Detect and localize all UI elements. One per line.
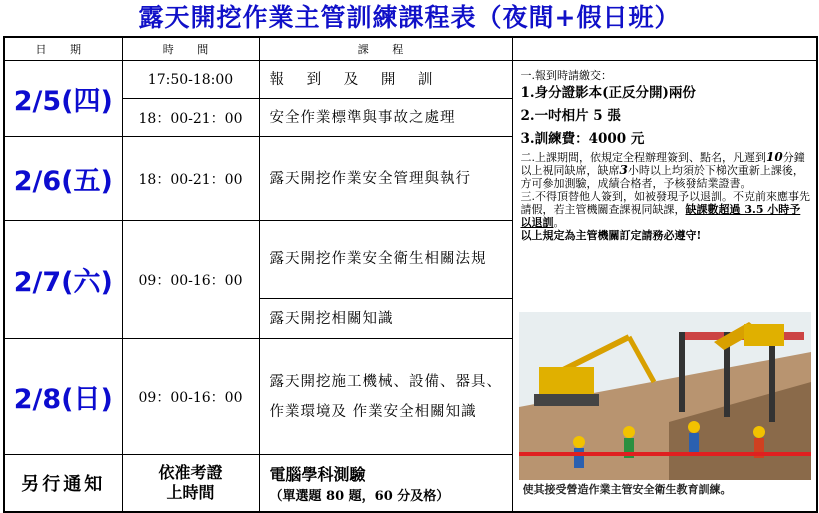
schedule-table: [3, 36, 818, 513]
notice-course: 電腦學科測驗 （單選題 80 題，60 分及格）: [259, 455, 512, 512]
session-date: 2/6(五): [4, 137, 122, 221]
session-course: 露天開挖相關知識: [259, 299, 512, 339]
session-date: 2/7(六): [4, 221, 122, 339]
header-time: 時 間: [122, 37, 259, 61]
illustration-caption: 使其接受營造作業主管安全衛生教育訓練。: [522, 483, 732, 496]
session-date: 2/5(四): [4, 61, 122, 137]
excavation-illustration: [519, 312, 811, 480]
header-course: 課 程: [259, 37, 512, 61]
info-item3: 三.不得頂替他人簽到，如被發現予以退訓。不克前來應事先請假，若主管機關查課視同缺課，缺課數超過 3.5 小時予以退訓。: [520, 190, 810, 229]
header-date: 日 期: [4, 37, 122, 61]
session-time: 18：00-21：00: [122, 137, 259, 221]
page-title: 露天開挖作業主管訓練課程表（夜間+假日班）: [138, 3, 681, 32]
info-item1-heading: 一.報到時請繳交：: [520, 69, 612, 82]
info-req2: 2.一吋相片 5 張: [520, 108, 621, 124]
header-info: [512, 37, 817, 61]
session-course: 露天開挖作業安全管理與執行: [259, 137, 512, 221]
session-date: 2/8(日): [4, 339, 122, 455]
session-time: 09：00-16：00: [122, 339, 259, 455]
session-time: 18：00-21：00: [122, 99, 259, 137]
table-row: [4, 61, 817, 99]
session-course: 露天開挖施工機械、設備、器具、 作業環境及 作業安全相關知識: [259, 339, 512, 455]
session-course: 露天開挖作業安全衛生相關法規: [259, 221, 512, 299]
session-course: 安全作業標準與事故之處理: [259, 99, 512, 137]
notice-label: 另行通知: [4, 455, 122, 512]
info-footer: 以上規定為主管機關訂定請務必遵守!: [520, 229, 702, 242]
info-req1: 1.身分證影本(正反分開)兩份: [520, 85, 696, 101]
session-time: 09：00-16：00: [122, 221, 259, 339]
session-course: 報 到 及 開 訓: [259, 61, 512, 99]
info-req3: 3.訓練費：4000 元: [520, 131, 645, 147]
info-item2: 二.上課期間，依規定全程辦理簽到、點名，凡遲到10分鐘以上視同缺席，缺席3小時以上均須於下梯次重新上課後，方可參加測驗，成績合格者，予核發結業證書。: [520, 150, 805, 190]
info-panel: [512, 61, 817, 512]
session-time: 17:50-18:00: [122, 61, 259, 99]
notice-time: 依准考證 上時間: [122, 455, 259, 512]
header-row: [4, 37, 817, 61]
